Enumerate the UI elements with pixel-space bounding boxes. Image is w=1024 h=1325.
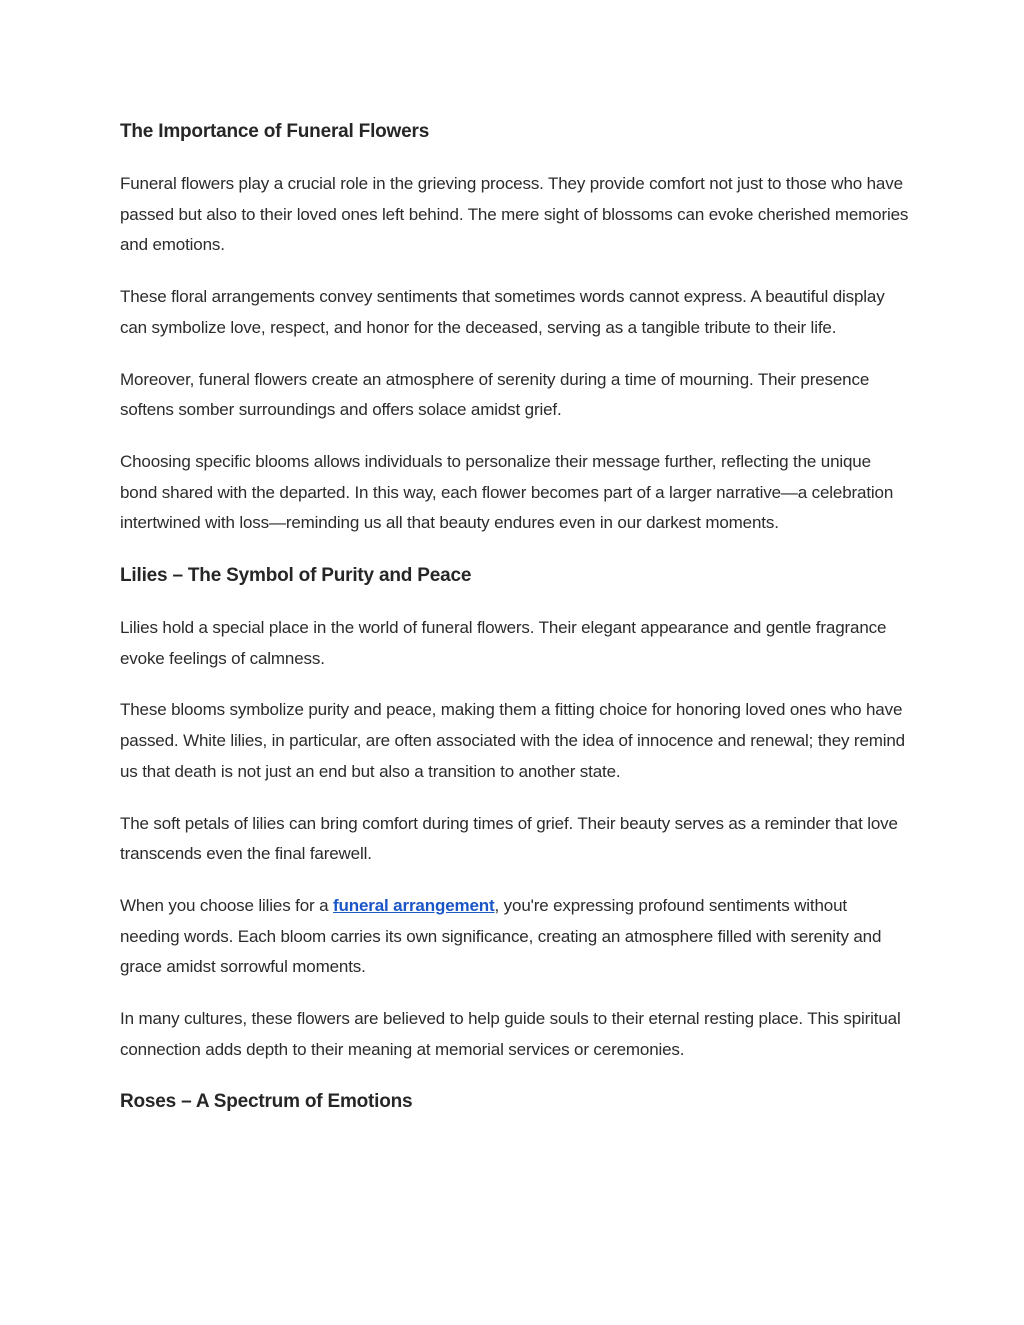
section-heading-importance: The Importance of Funeral Flowers: [120, 121, 430, 142]
paragraph: Lilies hold a special place in the world of funeral flowers. Their elegant appearance and gentle fragrance evoke feelings of calmness.: [120, 618, 887, 668]
paragraph: The soft petals of lilies can bring comfort during times of grief. Their beauty serves as a reminder that love transcends even the final farewell.: [120, 813, 898, 864]
link-paragraph-text-after: , you're expressing profound sentiments without needing words. Each bloom carries its own significance, creating an atmosphere filled with serenity and grace amidst sorrowful moments.: [120, 895, 882, 977]
paragraph: Choosing specific blooms allows individuals to personalize their message further, reflecting the unique bond shared with the departed. In this way, each flower becomes part of a larger narrative—a celebration intertwined with loss—reminding us all that beauty endures even in our darkest moments.: [120, 451, 894, 533]
section-heading-roses: Roses – A Spectrum of Emotions: [120, 1091, 413, 1113]
paragraph: Moreover, funeral flowers create an atmosphere of serenity during a time of mourning. Their presence softens somber surroundings and offers solace amidst grief.: [120, 369, 870, 420]
paragraph-with-link: [120, 891, 910, 983]
paragraph: These floral arrangements convey sentiments that sometimes words cannot express. A beautiful display can symbolize love, respect, and honor for the deceased, serving as a tangible tribute to their life.: [120, 287, 885, 337]
document-page: [120, 116, 910, 1118]
paragraph: Funeral flowers play a crucial role in the grieving process. They provide comfort not just to those who have passed but also to their loved ones left behind. The mere sight of blossoms can evoke cherished memories and emotions.: [120, 174, 909, 255]
paragraph: In many cultures, these flowers are believed to help guide souls to their eternal resting place. This spiritual connection adds depth to their meaning at memorial services or ceremonies.: [120, 1009, 901, 1059]
link-paragraph-text-before: When you choose lilies for a: [120, 895, 333, 915]
section-heading-lilies: Lilies – The Symbol of Purity and Peace: [120, 565, 472, 587]
paragraph: These blooms symbolize purity and peace, making them a fitting choice for honoring loved ones who have passed. White lilies, in particular, are often associated with the idea of innocence and renewal; they remind us that death is not just an end but also a transition to another state.: [120, 700, 905, 781]
funeral-arrangement-link[interactable]: funeral arrangement: [332, 895, 495, 915]
